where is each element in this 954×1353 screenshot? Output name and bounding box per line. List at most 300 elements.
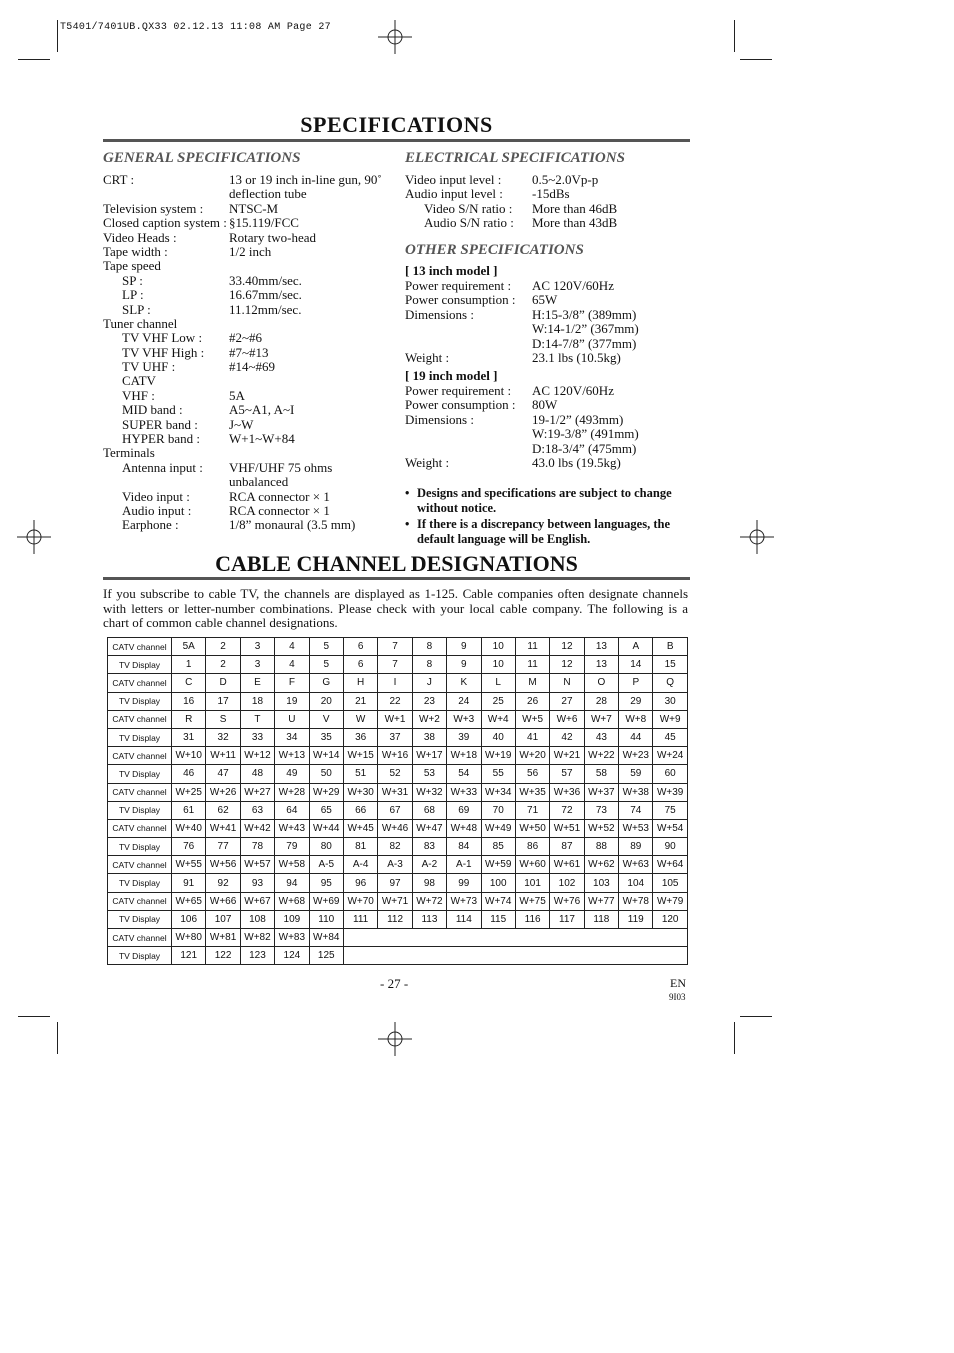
catv-channel-cell: W+34 xyxy=(481,783,515,801)
catv-channel-cell: W+14 xyxy=(309,747,343,765)
spec-label: Tape speed xyxy=(103,258,161,274)
catv-channel-cell: W+77 xyxy=(584,892,618,910)
spec-row xyxy=(405,398,690,412)
spec-row xyxy=(103,490,393,504)
catv-channel-cell: N xyxy=(550,674,584,692)
spec-row xyxy=(405,427,690,441)
catv-channel-cell: W+68 xyxy=(275,892,309,910)
tv-display-cell: 14 xyxy=(619,656,653,674)
spec-row xyxy=(405,413,690,427)
spec-row xyxy=(405,337,690,351)
tv-display-cell: 62 xyxy=(206,801,240,819)
tv-display-cell: 94 xyxy=(275,874,309,892)
spec-label: TV VHF Low : xyxy=(122,330,203,346)
spec-row xyxy=(103,475,393,489)
catv-channel-cell: W+30 xyxy=(343,783,377,801)
spec-value: -15dBs xyxy=(532,186,570,202)
tv-display-cell: 116 xyxy=(515,910,549,928)
catv-channel-cell: W+28 xyxy=(275,783,309,801)
catv-channel-cell: W+55 xyxy=(172,856,206,874)
catv-channel-cell: M xyxy=(515,674,549,692)
catv-channel-cell: A-1 xyxy=(447,856,481,874)
tv-display-cell: 31 xyxy=(172,728,206,746)
catv-channel-cell: W+52 xyxy=(584,819,618,837)
tv-display-cell: 11 xyxy=(515,656,549,674)
empty-cell xyxy=(378,947,412,965)
tv-display-cell: 39 xyxy=(447,728,481,746)
catv-channel-cell: W+48 xyxy=(447,819,481,837)
tv-display-cell: 54 xyxy=(447,765,481,783)
spec-label: Tape width : xyxy=(103,243,168,259)
tv-display-cell: 115 xyxy=(481,910,515,928)
catv-channel-cell: U xyxy=(275,710,309,728)
tv-display-cell: 74 xyxy=(619,801,653,819)
catv-channel-cell: 7 xyxy=(378,638,412,656)
tv-display-cell: 4 xyxy=(275,656,309,674)
catv-channel-cell: W+70 xyxy=(343,892,377,910)
spec-value: 11.12mm/sec. xyxy=(229,301,302,317)
spec-value: 19-1/2” (493mm) xyxy=(532,411,624,427)
catv-channel-cell: W+23 xyxy=(619,747,653,765)
catv-channel-cell: L xyxy=(481,674,515,692)
catv-channel-cell: W+17 xyxy=(412,747,446,765)
tv-display-cell: 112 xyxy=(378,910,412,928)
catv-channel-cell: D xyxy=(206,674,240,692)
spec-value: 16.67mm/sec. xyxy=(229,287,302,303)
catv-channel-cell: 10 xyxy=(481,638,515,656)
tv-display-cell: 85 xyxy=(481,838,515,856)
spec-value: W:19-3/8” (491mm) xyxy=(532,426,639,442)
cable-title-rule xyxy=(103,577,690,580)
spec-row xyxy=(103,202,393,216)
catv-channel-cell: W+26 xyxy=(206,783,240,801)
table-row xyxy=(108,656,688,674)
spec-row xyxy=(103,245,393,259)
empty-cell xyxy=(481,947,515,965)
catv-channel-cell: W+38 xyxy=(619,783,653,801)
spec-value: AC 120V/60Hz xyxy=(532,383,614,398)
tv-display-cell: 52 xyxy=(378,765,412,783)
table-row xyxy=(108,874,688,892)
model-13-specs xyxy=(405,279,690,365)
tv-display-cell: 21 xyxy=(343,692,377,710)
empty-cell xyxy=(619,929,653,947)
table-row xyxy=(108,947,688,965)
spec-value: unbalanced xyxy=(229,474,289,490)
table-row xyxy=(108,710,688,728)
spec-row xyxy=(103,518,393,532)
catv-channel-cell: W+84 xyxy=(309,929,343,947)
catv-channel-cell: W+44 xyxy=(309,819,343,837)
catv-channel-cell: Q xyxy=(653,674,687,692)
spec-value: #14~#69 xyxy=(229,359,276,375)
catv-channel-cell: W+10 xyxy=(172,747,206,765)
catv-channel-cell: W+41 xyxy=(206,819,240,837)
table-row xyxy=(108,783,688,801)
spec-row xyxy=(103,461,393,475)
catv-channel-cell: A-5 xyxy=(309,856,343,874)
spec-label: HYPER band : xyxy=(122,431,200,447)
catv-channel-cell: R xyxy=(172,710,206,728)
spec-label: Audio input : xyxy=(122,502,192,518)
tv-display-cell: 125 xyxy=(309,947,343,965)
tv-display-cell: 109 xyxy=(275,910,309,928)
spec-row xyxy=(103,374,393,388)
tv-display-cell: 47 xyxy=(206,765,240,783)
spec-row xyxy=(405,279,690,293)
catv-channel-cell: K xyxy=(447,674,481,692)
tv-display-cell: 113 xyxy=(412,910,446,928)
tv-display-cell: 106 xyxy=(172,910,206,928)
model-13-title: [ 13 inch model ] xyxy=(405,263,498,278)
spec-value: 0.5~2.0Vp-p xyxy=(532,172,599,187)
catv-channel-cell: W+56 xyxy=(206,856,240,874)
tv-display-cell: 60 xyxy=(653,765,687,783)
catv-channel-cell: W+9 xyxy=(653,710,687,728)
tv-row-label: TV Display xyxy=(108,656,172,674)
table-row xyxy=(108,856,688,874)
spec-value: RCA connector × 1 xyxy=(229,488,330,504)
catv-channel-cell: W+18 xyxy=(447,747,481,765)
spec-value: 65W xyxy=(532,292,558,308)
tv-display-cell: 34 xyxy=(275,728,309,746)
tv-display-cell: 23 xyxy=(412,692,446,710)
tv-display-cell: 98 xyxy=(412,874,446,892)
empty-cell xyxy=(584,929,618,947)
catv-channel-cell: W+63 xyxy=(619,856,653,874)
catv-channel-cell: G xyxy=(309,674,343,692)
spec-label: Dimensions : xyxy=(405,411,474,427)
tv-display-cell: 88 xyxy=(584,838,618,856)
catv-channel-cell: W+50 xyxy=(515,819,549,837)
tv-display-cell: 19 xyxy=(275,692,309,710)
spec-label: CRT : xyxy=(103,172,135,187)
tv-display-cell: 16 xyxy=(172,692,206,710)
table-row xyxy=(108,728,688,746)
spec-row xyxy=(103,446,393,460)
tv-display-cell: 38 xyxy=(412,728,446,746)
spec-row xyxy=(103,346,393,360)
catv-row-label: CATV channel xyxy=(108,783,172,801)
spec-label: CATV xyxy=(122,373,156,389)
catv-row-label: CATV channel xyxy=(108,929,172,947)
tv-display-cell: 120 xyxy=(653,910,687,928)
spec-value: NTSC-M xyxy=(229,200,279,216)
catv-channel-cell: W+33 xyxy=(447,783,481,801)
tv-row-label: TV Display xyxy=(108,801,172,819)
spec-value: W:14-1/2” (367mm) xyxy=(532,321,639,337)
catv-channel-cell: W+75 xyxy=(515,892,549,910)
catv-channel-cell: W+80 xyxy=(172,929,206,947)
tv-row-label: TV Display xyxy=(108,947,172,965)
tv-display-cell: 33 xyxy=(240,728,274,746)
catv-channel-cell: W+53 xyxy=(619,819,653,837)
spec-label: Video input level : xyxy=(405,172,502,187)
tv-display-cell: 95 xyxy=(309,874,343,892)
catv-channel-cell: W+46 xyxy=(378,819,412,837)
tv-display-cell: 68 xyxy=(412,801,446,819)
crop-mark xyxy=(734,20,735,52)
catv-channel-cell: V xyxy=(309,710,343,728)
spec-row xyxy=(103,418,393,432)
crop-mark xyxy=(740,1016,772,1017)
table-row xyxy=(108,747,688,765)
spec-value: 1/2 inch xyxy=(229,243,272,259)
spec-value: D:14-7/8” (377mm) xyxy=(532,335,637,351)
spec-label: Tuner channel xyxy=(103,315,178,331)
catv-channel-cell: W+71 xyxy=(378,892,412,910)
spec-value: #2~#6 xyxy=(229,330,263,346)
tv-display-cell: 119 xyxy=(619,910,653,928)
catv-channel-cell: W+51 xyxy=(550,819,584,837)
spec-row xyxy=(103,360,393,374)
spec-row xyxy=(405,293,690,307)
spec-value: 5A xyxy=(229,387,245,403)
spec-value: 80W xyxy=(532,397,558,413)
tv-display-cell: 3 xyxy=(240,656,274,674)
spec-label: TV VHF High : xyxy=(122,344,205,360)
spec-label: Video S/N ratio : xyxy=(424,200,513,216)
tv-display-cell: 50 xyxy=(309,765,343,783)
crop-mark xyxy=(57,1022,58,1054)
catv-channel-cell: I xyxy=(378,674,412,692)
tv-display-cell: 124 xyxy=(275,947,309,965)
spec-row xyxy=(103,274,393,288)
table-row xyxy=(108,674,688,692)
crop-mark xyxy=(734,1022,735,1054)
catv-channel-cell: 11 xyxy=(515,638,549,656)
tv-display-cell: 36 xyxy=(343,728,377,746)
spec-row xyxy=(103,317,393,331)
catv-channel-cell: W+66 xyxy=(206,892,240,910)
catv-channel-cell: W+57 xyxy=(240,856,274,874)
tv-display-cell: 80 xyxy=(309,838,343,856)
tv-display-cell: 15 xyxy=(653,656,687,674)
spec-row xyxy=(405,456,690,470)
spec-value: §15.119/FCC xyxy=(229,215,299,231)
page-number: - 27 - xyxy=(380,976,409,991)
spec-row xyxy=(103,288,393,302)
spec-value: 23.1 lbs (10.5kg) xyxy=(532,349,621,365)
spec-label: Power consumption : xyxy=(405,292,516,308)
catv-channel-cell: W+81 xyxy=(206,929,240,947)
catv-channel-cell: W+15 xyxy=(343,747,377,765)
tv-display-cell: 48 xyxy=(240,765,274,783)
catv-channel-cell: 13 xyxy=(584,638,618,656)
tv-display-cell: 1 xyxy=(172,656,206,674)
tv-display-cell: 42 xyxy=(550,728,584,746)
catv-channel-cell: W+29 xyxy=(309,783,343,801)
spec-label: Video Heads : xyxy=(103,229,177,245)
catv-row-label: CATV channel xyxy=(108,819,172,837)
tv-display-cell: 35 xyxy=(309,728,343,746)
cable-title: CABLE CHANNEL DESIGNATIONS xyxy=(215,551,578,576)
catv-channel-cell: A xyxy=(619,638,653,656)
catv-channel-cell: W+4 xyxy=(481,710,515,728)
catv-channel-cell: W+39 xyxy=(653,783,687,801)
spec-value: More than 43dB xyxy=(532,215,618,231)
table-row xyxy=(108,910,688,928)
print-header: T5401/7401UB.QX33 02.12.13 11:08 AM Page 27 xyxy=(60,22,331,33)
empty-cell xyxy=(481,929,515,947)
catv-channel-cell: W+72 xyxy=(412,892,446,910)
tv-display-cell: 30 xyxy=(653,692,687,710)
empty-cell xyxy=(378,929,412,947)
catv-channel-cell: W+79 xyxy=(653,892,687,910)
catv-channel-cell: W+69 xyxy=(309,892,343,910)
tv-display-cell: 100 xyxy=(481,874,515,892)
crop-mark xyxy=(18,1016,50,1017)
tv-display-cell: 96 xyxy=(343,874,377,892)
tv-display-cell: 82 xyxy=(378,838,412,856)
spec-label: Audio input level : xyxy=(405,186,503,202)
tv-display-cell: 40 xyxy=(481,728,515,746)
catv-channel-cell: O xyxy=(584,674,618,692)
catv-row-label: CATV channel xyxy=(108,674,172,692)
catv-channel-cell: W+74 xyxy=(481,892,515,910)
tv-display-cell: 107 xyxy=(206,910,240,928)
tv-display-cell: 28 xyxy=(584,692,618,710)
spec-row xyxy=(103,432,393,446)
catv-channel-cell: W+25 xyxy=(172,783,206,801)
spec-label: SUPER band : xyxy=(122,416,198,432)
channel-table xyxy=(107,637,688,965)
spec-row xyxy=(103,331,393,345)
tv-display-cell: 55 xyxy=(481,765,515,783)
spec-value: Rotary two-head xyxy=(229,229,317,245)
spec-label: Antenna input : xyxy=(122,459,203,475)
empty-cell xyxy=(653,947,687,965)
catv-channel-cell: W+16 xyxy=(378,747,412,765)
catv-channel-cell: W+43 xyxy=(275,819,309,837)
empty-cell xyxy=(447,929,481,947)
spec-value: deflection tube xyxy=(229,186,307,202)
tv-display-cell: 69 xyxy=(447,801,481,819)
table-row xyxy=(108,819,688,837)
spec-label: Dimensions : xyxy=(405,306,474,322)
empty-cell xyxy=(515,947,549,965)
notes-list xyxy=(405,486,690,548)
catv-channel-cell: W xyxy=(343,710,377,728)
tv-display-cell: 105 xyxy=(653,874,687,892)
catv-channel-cell: 4 xyxy=(275,638,309,656)
tv-display-cell: 114 xyxy=(447,910,481,928)
catv-channel-cell: W+83 xyxy=(275,929,309,947)
catv-channel-cell: W+67 xyxy=(240,892,274,910)
tv-display-cell: 29 xyxy=(619,692,653,710)
tv-display-cell: 87 xyxy=(550,838,584,856)
catv-channel-cell: W+6 xyxy=(550,710,584,728)
catv-channel-cell: W+64 xyxy=(653,856,687,874)
tv-row-label: TV Display xyxy=(108,874,172,892)
tv-display-cell: 43 xyxy=(584,728,618,746)
tv-display-cell: 92 xyxy=(206,874,240,892)
model-19-title: [ 19 inch model ] xyxy=(405,368,498,383)
catv-channel-cell: A-3 xyxy=(378,856,412,874)
catv-channel-cell: 8 xyxy=(412,638,446,656)
spec-label: Power requirement : xyxy=(405,383,512,398)
table-row xyxy=(108,892,688,910)
tv-display-cell: 123 xyxy=(240,947,274,965)
spec-row xyxy=(103,389,393,403)
catv-channel-cell: 9 xyxy=(447,638,481,656)
tv-display-cell: 78 xyxy=(240,838,274,856)
catv-channel-cell: A-2 xyxy=(412,856,446,874)
tv-display-cell: 61 xyxy=(172,801,206,819)
spec-label: Television system : xyxy=(103,200,204,216)
spec-value: RCA connector × 1 xyxy=(229,502,330,518)
catv-channel-cell: W+1 xyxy=(378,710,412,728)
tv-display-cell: 51 xyxy=(343,765,377,783)
catv-channel-cell: 12 xyxy=(550,638,584,656)
table-row xyxy=(108,765,688,783)
catv-row-label: CATV channel xyxy=(108,710,172,728)
spec-value: 1/8” monaural (3.5 mm) xyxy=(229,517,356,533)
spec-row xyxy=(405,351,690,365)
catv-channel-cell: W+45 xyxy=(343,819,377,837)
catv-channel-cell: A-4 xyxy=(343,856,377,874)
tv-display-cell: 32 xyxy=(206,728,240,746)
spec-value: A5~A1, A~I xyxy=(229,402,295,418)
crop-mark xyxy=(57,20,58,52)
electrical-specs-list xyxy=(405,173,690,231)
document-code: 9I03 xyxy=(669,992,686,1002)
catv-channel-cell: W+76 xyxy=(550,892,584,910)
tv-display-cell: 56 xyxy=(515,765,549,783)
tv-display-cell: 79 xyxy=(275,838,309,856)
page-title: SPECIFICATIONS xyxy=(300,112,493,137)
catv-channel-cell: W+78 xyxy=(619,892,653,910)
crop-mark xyxy=(18,59,50,60)
registration-mark-icon xyxy=(378,20,412,54)
spec-row xyxy=(103,259,393,273)
spec-value: AC 120V/60Hz xyxy=(532,278,614,293)
tv-display-cell: 104 xyxy=(619,874,653,892)
tv-display-cell: 70 xyxy=(481,801,515,819)
catv-channel-cell: W+49 xyxy=(481,819,515,837)
catv-channel-cell: W+31 xyxy=(378,783,412,801)
catv-channel-cell: P xyxy=(619,674,653,692)
spec-value: 33.40mm/sec. xyxy=(229,272,302,288)
spec-row xyxy=(405,322,690,336)
tv-display-cell: 37 xyxy=(378,728,412,746)
catv-channel-cell: 5A xyxy=(172,638,206,656)
tv-display-cell: 77 xyxy=(206,838,240,856)
language-code: EN xyxy=(670,976,686,990)
spec-row xyxy=(103,504,393,518)
tv-row-label: TV Display xyxy=(108,765,172,783)
spec-label: Terminals xyxy=(103,445,155,461)
spec-label: Earphone : xyxy=(122,517,179,533)
catv-channel-cell: T xyxy=(240,710,274,728)
spec-label: VHF : xyxy=(122,387,155,403)
tv-display-cell: 99 xyxy=(447,874,481,892)
tv-display-cell: 111 xyxy=(343,910,377,928)
electrical-specs-heading: ELECTRICAL SPECIFICATIONS xyxy=(405,150,625,166)
tv-display-cell: 118 xyxy=(584,910,618,928)
spec-row xyxy=(405,442,690,456)
tv-row-label: TV Display xyxy=(108,692,172,710)
tv-display-cell: 12 xyxy=(550,656,584,674)
registration-mark-icon xyxy=(740,520,774,554)
tv-display-cell: 83 xyxy=(412,838,446,856)
spec-label: LP : xyxy=(122,287,144,303)
tv-display-cell: 41 xyxy=(515,728,549,746)
tv-display-cell: 26 xyxy=(515,692,549,710)
table-row xyxy=(108,838,688,856)
catv-channel-cell: W+22 xyxy=(584,747,618,765)
other-specs-heading: OTHER SPECIFICATIONS xyxy=(405,242,584,258)
